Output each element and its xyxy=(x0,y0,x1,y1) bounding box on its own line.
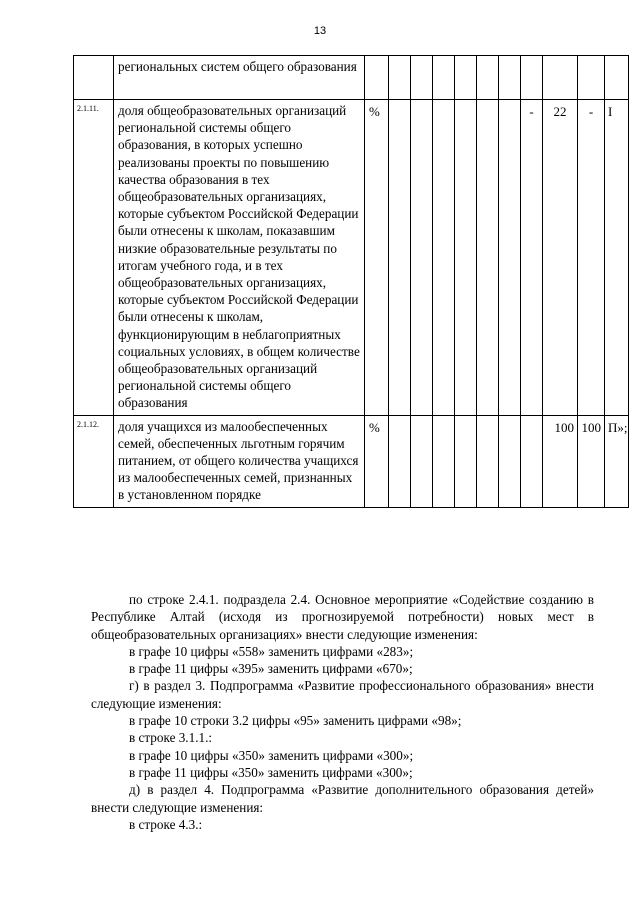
value-cell xyxy=(499,100,521,416)
value-cell: 22 xyxy=(543,100,578,416)
paragraph: в строке 4.3.: xyxy=(129,816,203,832)
row-number: 2.1.12. xyxy=(74,415,114,507)
value-cell xyxy=(543,56,578,100)
program-cell: I xyxy=(605,100,629,416)
paragraph: в графе 11 цифры «395» заменить цифрами «670»; xyxy=(129,661,413,677)
value-cell xyxy=(433,100,455,416)
paragraph: в графе 11 цифры «350» заменить цифрами «300»; xyxy=(129,764,413,780)
paragraph: в строке 3.1.1.: xyxy=(129,730,213,746)
row-number xyxy=(74,56,114,100)
value-cell xyxy=(389,56,411,100)
indicator-name: региональных систем общего образования xyxy=(114,56,365,100)
amendment-text xyxy=(91,591,594,833)
value-cell xyxy=(389,100,411,416)
value-cell: 100 xyxy=(543,415,578,507)
paragraph: д) в раздел 4. Подпрограмма «Развитие дополнительного образования детей» внести следующие изменения: xyxy=(91,782,594,815)
paragraph: в графе 10 цифры «558» заменить цифрами «283»; xyxy=(129,643,414,659)
value-cell xyxy=(433,56,455,100)
indicator-table xyxy=(73,55,629,508)
value-cell xyxy=(411,415,433,507)
indicator-name: доля учащихся из малообеспеченных семей, обеспеченных льготным горячим питанием, от общего количества учащихся из малообеспеченных семей, признанных в установленном порядке xyxy=(114,415,365,507)
value-cell xyxy=(578,56,605,100)
paragraph: по строке 2.4.1. подраздела 2.4. Основное мероприятие «Содействие созданию в Республике Алтай (исходя из прогнозируемой потребности) новых мест в общеобразовательных организациях» внести следующие изменения: xyxy=(91,592,594,642)
value-cell xyxy=(455,56,477,100)
value-cell: - xyxy=(578,100,605,416)
table-row xyxy=(74,100,629,416)
value-cell xyxy=(411,56,433,100)
program-cell: П»; xyxy=(605,415,629,507)
value-cell xyxy=(389,415,411,507)
program-cell xyxy=(605,56,629,100)
unit-cell: % xyxy=(365,100,389,416)
indicator-name: доля общеобразовательных организаций региональной системы общего образования, в которых успешно реализованы проекты по повышению качества образования в тех общеобразовательных организациях, которые субъектом Российской Федерации были отнесены к школам, показавшим низкие образовательные результаты по итогам учебного года, и в тех общеобразовательных организациях, которые субъектом Российской Федерации были отнесены к школам, функционирующим в неблагоприятных социальных условиях, в общем количестве общеобразовательных организаций региональной системы общего образования xyxy=(114,100,365,416)
table-row xyxy=(74,56,629,100)
value-cell xyxy=(433,415,455,507)
paragraph: г) в раздел 3. Подпрограмма «Развитие профессионального образования» внести следующие изменения: xyxy=(91,678,594,711)
row-number: 2.1.11. xyxy=(74,100,114,416)
table-row xyxy=(74,415,629,507)
value-cell xyxy=(499,415,521,507)
value-cell: 100 xyxy=(578,415,605,507)
paragraph: в графе 10 цифры «350» заменить цифрами «300»; xyxy=(129,747,414,763)
value-cell xyxy=(477,56,499,100)
value-cell xyxy=(411,100,433,416)
value-cell xyxy=(477,100,499,416)
value-cell xyxy=(499,56,521,100)
value-cell xyxy=(521,415,543,507)
paragraph: в графе 10 строки 3.2 цифры «95» заменить цифрами «98»; xyxy=(129,713,462,729)
value-cell: - xyxy=(521,100,543,416)
value-cell xyxy=(477,415,499,507)
unit-cell: % xyxy=(365,415,389,507)
value-cell xyxy=(455,415,477,507)
value-cell xyxy=(455,100,477,416)
unit-cell xyxy=(365,56,389,100)
value-cell xyxy=(521,56,543,100)
page-number: 13 xyxy=(313,25,327,37)
